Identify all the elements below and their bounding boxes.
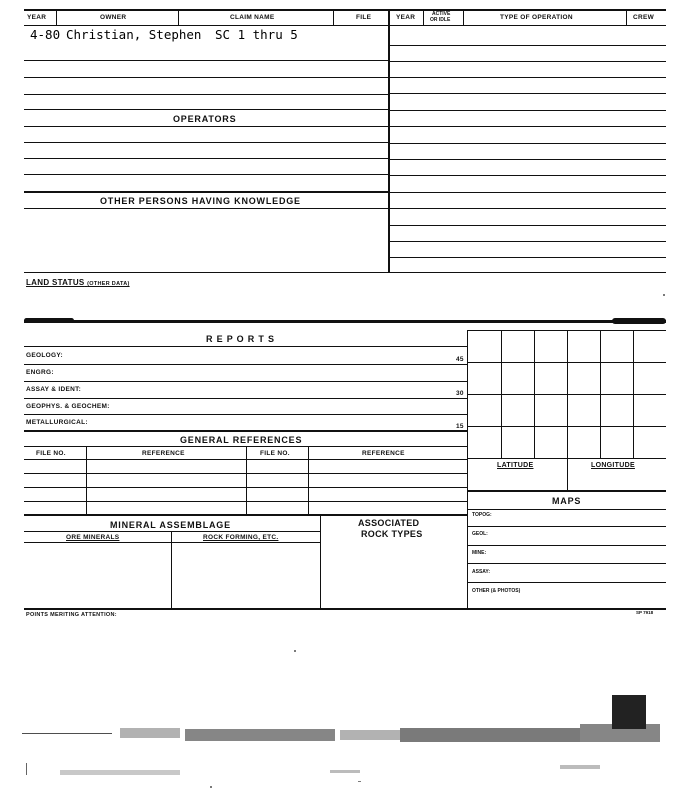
- longitude-label: LONGITUDE: [591, 462, 635, 469]
- header-crew: CREW: [633, 14, 655, 21]
- report-geology: GEOLOGY:: [26, 352, 63, 359]
- header-file: FILE: [356, 14, 372, 21]
- report-engrg: ENGRG:: [26, 369, 54, 376]
- points-meriting-attention: POINTS MERITING ATTENTION:: [26, 612, 117, 618]
- maps-title: MAPS: [552, 496, 582, 506]
- gref-file-no-2: FILE NO.: [260, 450, 290, 457]
- report-metallurgical: METALLURGICAL:: [26, 419, 88, 426]
- gref-reference-1: REFERENCE: [142, 450, 185, 457]
- form-number: SP 7918: [636, 610, 654, 615]
- maps-topog: TOPOG:: [472, 512, 492, 518]
- latitude-label: LATITUDE: [497, 462, 534, 469]
- maps-other: OTHER (& PHOTOS): [472, 588, 521, 594]
- mineral-assemblage-title: MINERAL ASSEMBLAGE: [110, 520, 231, 530]
- header-year: YEAR: [27, 14, 47, 21]
- other-persons-title: OTHER PERSONS HAVING KNOWLEDGE: [100, 196, 301, 206]
- associated-rock-types-line1: ASSOCIATED: [358, 518, 420, 528]
- header-year-2: YEAR: [396, 14, 416, 21]
- gref-reference-2: REFERENCE: [362, 450, 405, 457]
- entry-owner: Christian, Stephen: [66, 27, 202, 42]
- rock-forming-label: ROCK FORMING, ETC.: [203, 534, 279, 541]
- land-status-label: LAND STATUS: [26, 278, 85, 287]
- header-active-line1: ACTIVE: [432, 11, 451, 17]
- header-owner: OWNER: [100, 14, 127, 21]
- entry-year: 4-80: [30, 27, 61, 42]
- report-num-15: 15: [456, 423, 464, 430]
- land-status-sublabel: (OTHER DATA): [87, 281, 130, 287]
- general-references-title: GENERAL REFERENCES: [180, 435, 303, 445]
- header-claim-name: CLAIM NAME: [230, 14, 275, 21]
- header-type-of-operation: TYPE OF OPERATION: [500, 14, 573, 21]
- header-active-line2: OR IDLE: [430, 17, 451, 23]
- report-num-45: 45: [456, 356, 464, 363]
- operators-title: OPERATORS: [173, 114, 237, 124]
- entry-claim-name: SC 1 thru 5: [215, 27, 298, 42]
- report-assay: ASSAY & IDENT:: [26, 386, 82, 393]
- maps-assay: ASSAY:: [472, 569, 491, 575]
- maps-geol: GEOL:: [472, 531, 488, 537]
- reports-title-text: R E P O R T S: [206, 334, 275, 344]
- report-num-30: 30: [456, 390, 464, 397]
- maps-mine: MINE:: [472, 550, 487, 556]
- report-geophys: GEOPHYS. & GEOCHEM:: [26, 403, 110, 410]
- ore-minerals-label: ORE MINERALS: [66, 534, 120, 541]
- associated-rock-types-line2: ROCK TYPES: [361, 529, 423, 539]
- gref-file-no-1: FILE NO.: [36, 450, 66, 457]
